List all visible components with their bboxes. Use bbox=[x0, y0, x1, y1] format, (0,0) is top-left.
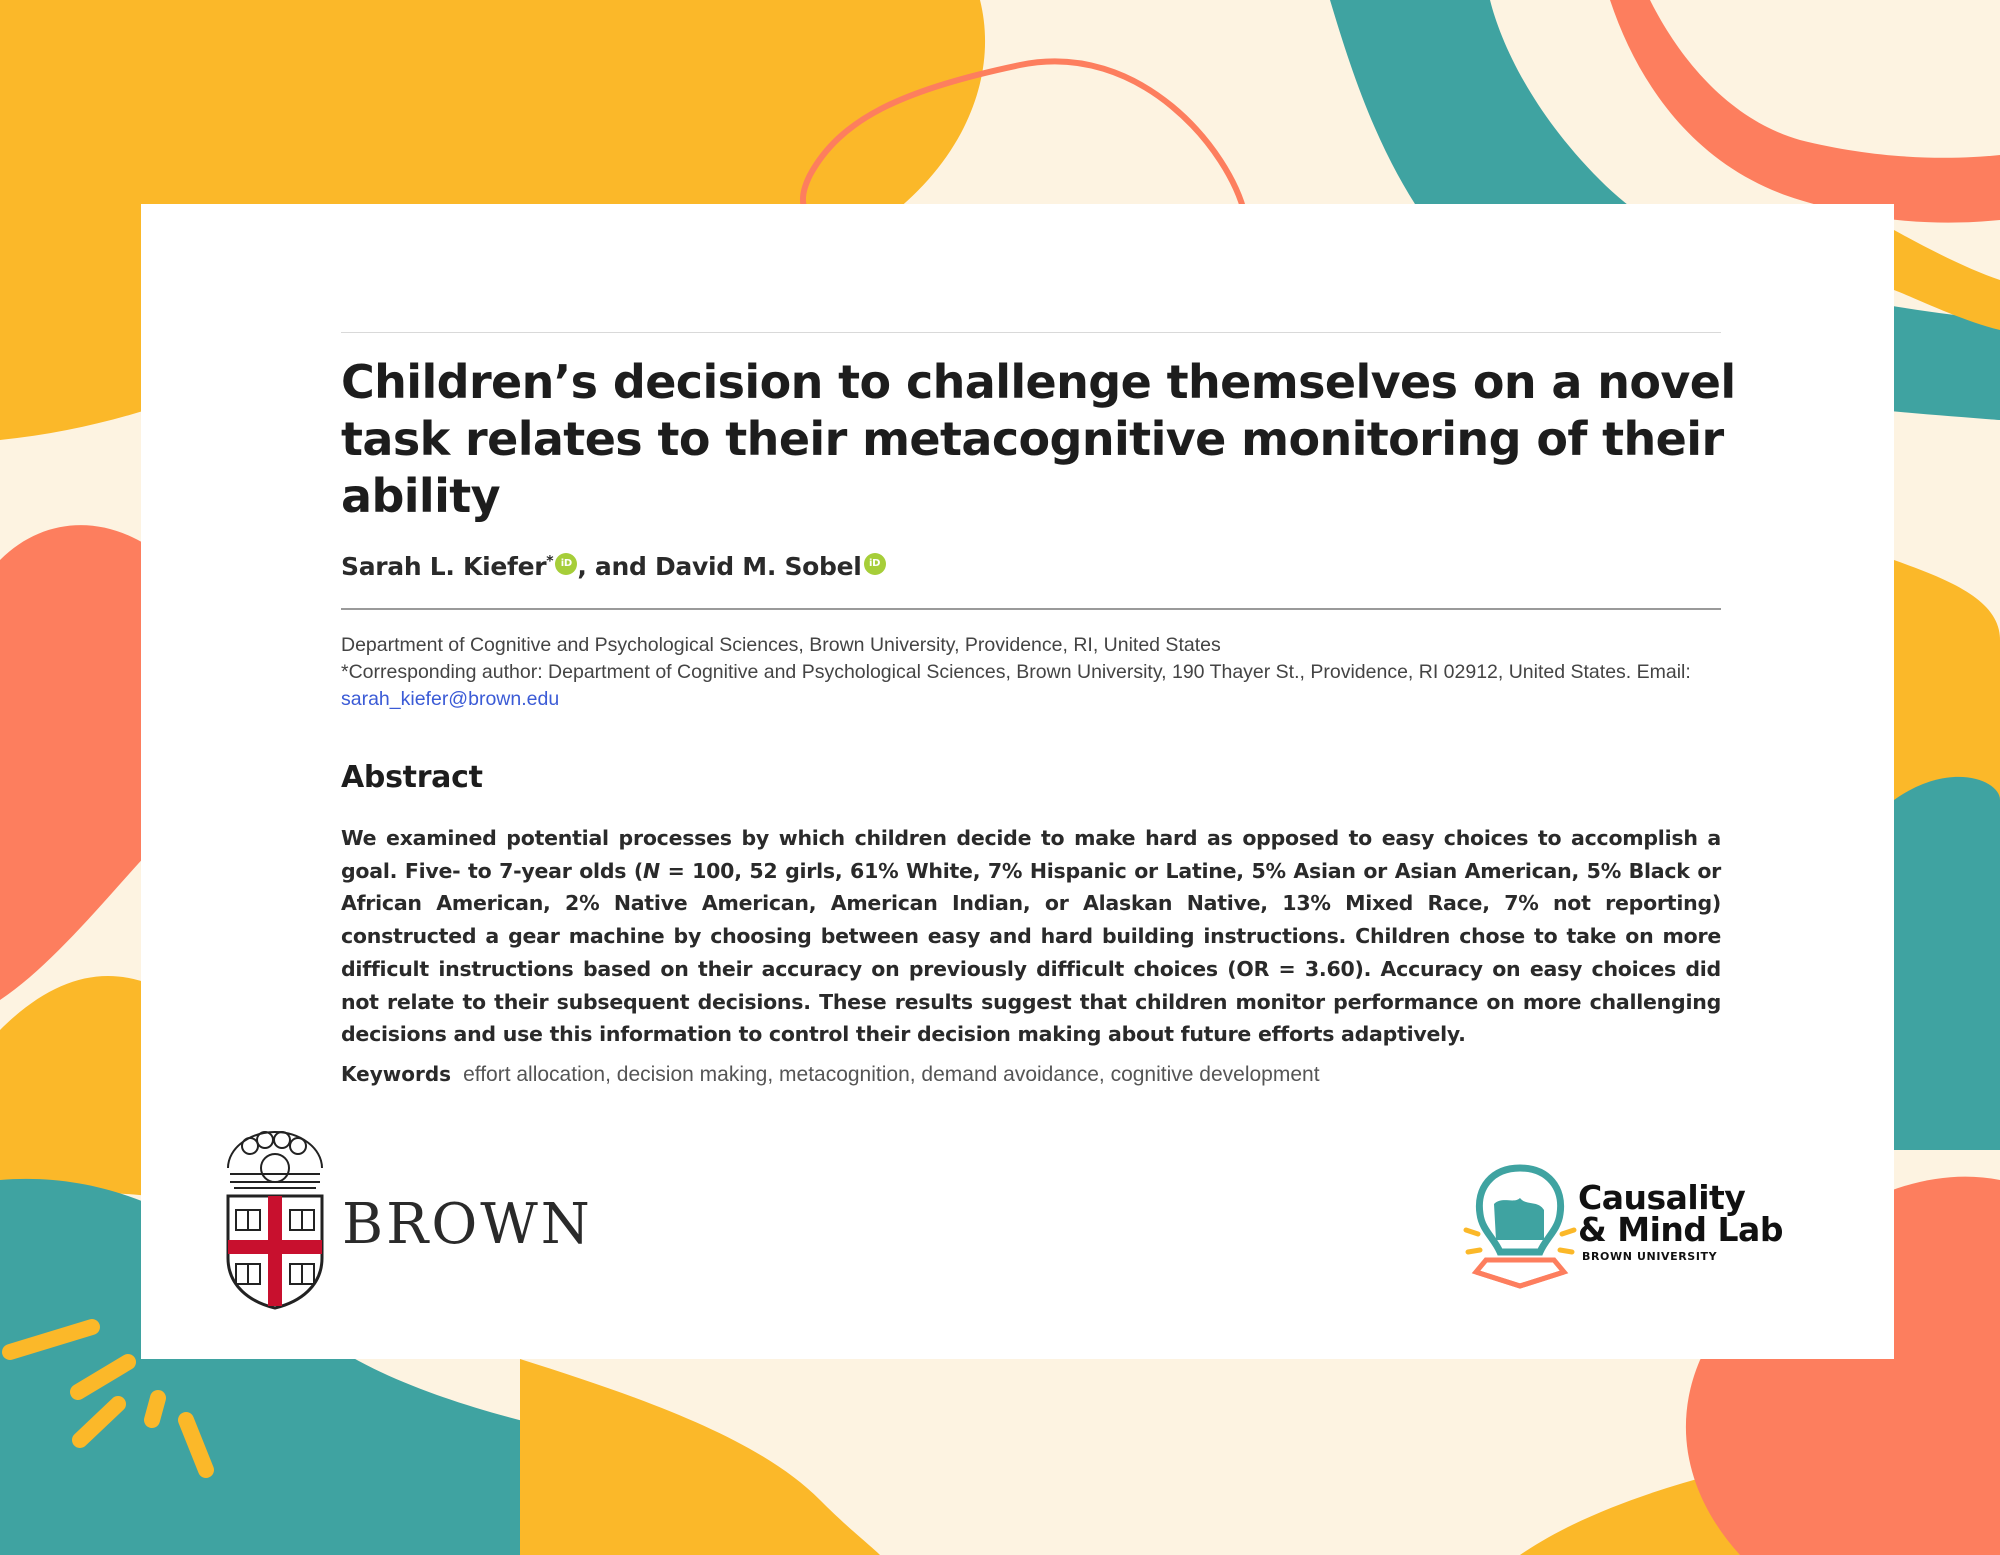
orcid-icon[interactable]: iD bbox=[555, 553, 577, 575]
brown-shield-logo bbox=[220, 1128, 330, 1310]
lab-lightbulb-icon bbox=[1460, 1160, 1580, 1290]
keywords-label: Keywords bbox=[341, 1062, 452, 1086]
keywords-list: effort allocation, decision making, metacognition, demand avoidance, cognitive development bbox=[463, 1063, 1320, 1086]
lab-university: BROWN UNIVERSITY bbox=[1582, 1250, 1718, 1263]
affiliation: Department of Cognitive and Psychological Sciences, Brown University, Providence, RI, United States bbox=[341, 634, 1221, 656]
abstract-part-2: = 100, 52 girls, 61% White, 7% Hispanic or Latine, 5% Asian or Asian American, 5% Black or African American, 2% Native American, American Indian, or Alaskan Native, 13% Mixed Race, 7% not reporting) constructed a gear machine by choosing between easy and hard building instructions. Children chose to take on more difficult instructions based on their accuracy on previously difficult choices (OR = 3.60). Accuracy on easy choices did not relate to their subsequent decisions. These results suggest that children monitor performance on more challenging decisions and use this information to control their decision making about future efforts adaptively. bbox=[341, 858, 1722, 1047]
teal-band-right bbox=[1894, 330, 2000, 420]
affiliation-block bbox=[341, 632, 1731, 713]
author-list bbox=[341, 552, 886, 581]
email-link[interactable]: sarah_kiefer@brown.edu bbox=[341, 688, 560, 710]
paper-title: Children’s decision to challenge themselves on a novel task relates to their metacognitive monitoring of their ability bbox=[341, 355, 1736, 523]
corresponding-author: *Corresponding author: Department of Cognitive and Psychological Sciences, Brown University, 190 Thayer St., Providence, RI 02912, United States. Email: bbox=[341, 661, 1691, 683]
abstract-text bbox=[341, 822, 1721, 1051]
abstract-part-1: We examined potential processes by which children decide to make hard as opposed to easy choices to accomplish a goal. Five- to 7-year olds ( bbox=[341, 826, 1721, 883]
lab-wordmark bbox=[1578, 1178, 1783, 1263]
orcid-icon[interactable]: iD bbox=[864, 553, 886, 575]
author-1: Sarah L. Kiefer bbox=[341, 552, 547, 581]
author-rule bbox=[341, 608, 1721, 610]
brown-wordmark: BROWN bbox=[342, 1192, 593, 1257]
corresponding-mark: * bbox=[546, 553, 554, 570]
abstract-n-symbol: N bbox=[642, 858, 660, 883]
lab-name-line-1: Causality bbox=[1578, 1178, 1746, 1217]
teal-blob-right bbox=[1894, 777, 2000, 1150]
top-rule bbox=[341, 332, 1721, 333]
author-2: , and David M. Sobel bbox=[577, 552, 862, 581]
keywords-row bbox=[341, 1062, 1320, 1087]
abstract-heading: Abstract bbox=[341, 760, 483, 795]
lab-name-line-2: & Mind Lab bbox=[1578, 1210, 1783, 1249]
